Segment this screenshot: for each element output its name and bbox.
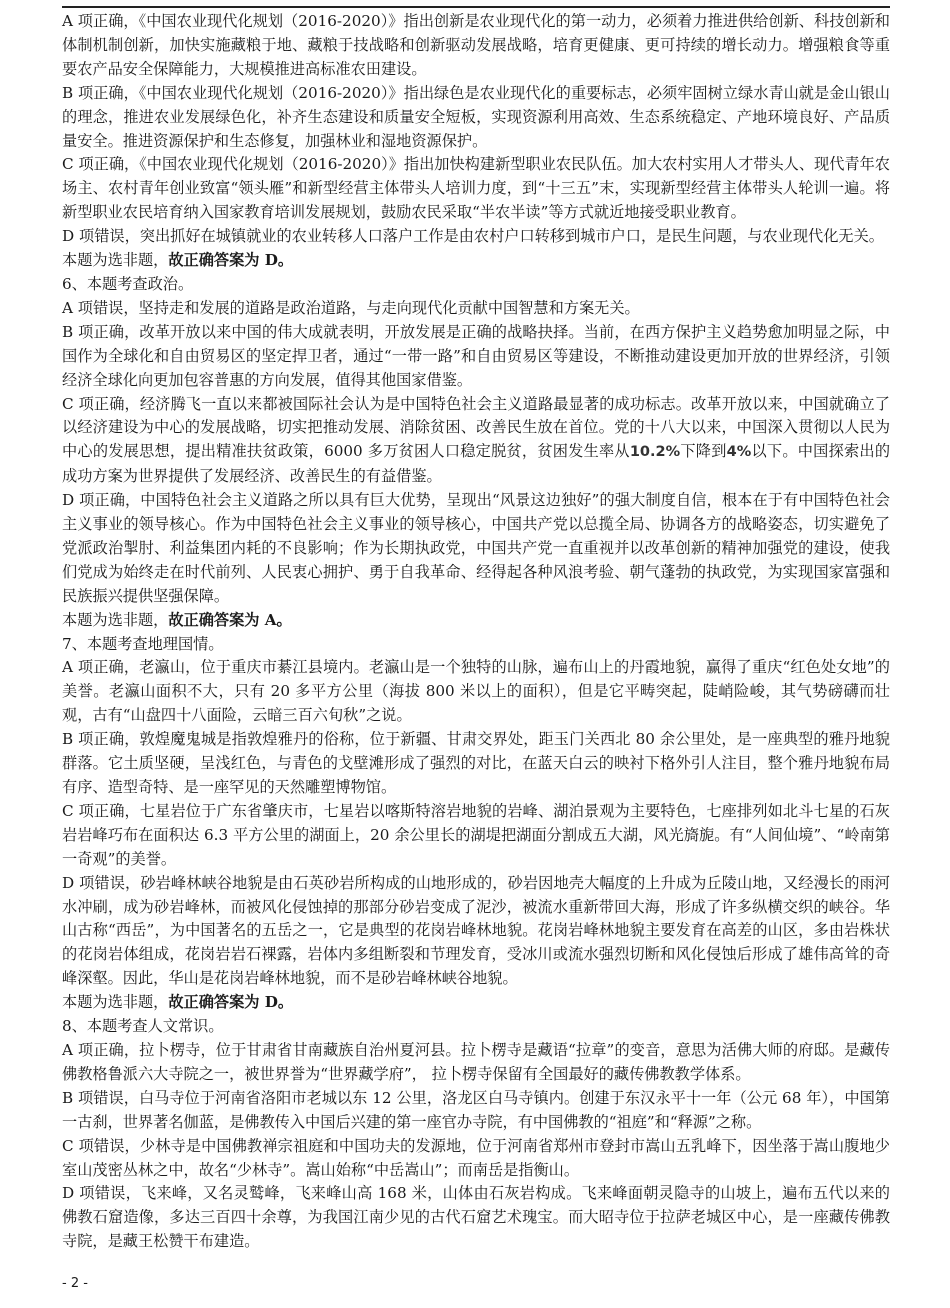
answer-bold: 故正确答案为 A。 — [168, 610, 292, 629]
q6-option-d: D 项正确，中国特色社会主义道路之所以具有巨大优势，呈现出“风景这边独好”的强大制度自信，根本在于有中国特色社会主义事业的领导核心。作为中国特色社会主义事业的领导核心，中国共产党以总揽全局、协调各方的战略姿态，切实避免了党派政治掣肘、利益集团内耗的不良影响；作为长期执政党，中国共产党一直重视并以改革创新的精神加强党的建设，使我们党成为始终走在时代前列、人民衷心拥护、勇于自我革命、经得起各种风浪考验、朝气蓬勃的执政党，为实现国家富强和民族振兴提供坚强保障。 — [62, 491, 890, 605]
q5-answer — [62, 249, 890, 273]
q6-title: 6、本题考查政治。 — [62, 274, 194, 293]
math-image-10-2-percent: 10.2% — [629, 444, 681, 461]
page-number: - 2 - — [62, 1276, 88, 1291]
answer-prefix: 本题为选非题， — [62, 993, 169, 1012]
q8-option-c: C 项错误，少林寺是中国佛教禅宗祖庭和中国功夫的发源地，位于河南省郑州市登封市嵩山五乳峰下，因坐落于嵩山腹地少室山茂密丛林之中，故名“少林寺”。嵩山始称“中岳嵩山”；而南岳是指衡山。 — [62, 1136, 890, 1179]
q7-option-d: D 项错误，砂岩峰林峡谷地貌是由石英砂岩所构成的山地形成的，砂岩因地壳大幅度的上升成为丘陵山地，又经漫长的雨河水冲刷，成为砂岩峰林，而被风化侵蚀掉的那部分砂岩变成了泥沙，被流水重新带回大海，形成了许多纵横交织的峡谷。华山古称“西岳”，为中国著名的五岳之一，它是典型的花岗岩峰林地貌。花岗岩峰林地貌主要发育在高差的山区，多由岩株状的花岗岩体组成，花岗岩岩石裸露，岩体内多组断裂和节理发育，受冰川或流水强烈切断和风化侵蚀后形成了雄伟高耸的奇峰深壑。因此，华山是花岗岩峰林地貌，而不是砂岩峰林峡谷地貌。 — [62, 873, 890, 988]
q7-answer — [62, 991, 890, 1015]
q6-option-a: A 项错误，坚持走和发展的道路是政治道路，与走向现代化贡献中国智慧和方案无关。 — [62, 298, 640, 317]
q5-option-c: C 项正确，《中国农业现代化规划（2016-2020）》指出加快构建新型职业农民队伍。加大农村实用人才带头人、现代青年农场主、农村青年创业致富“领头雁”和新型经营主体带头人培训力度，到“十三五”末，实现新型经营主体带头人轮训一遍。将新型职业农民培育纳入国家教育培训发展规划，鼓励农民采取“半农半读”等方式就近地接受职业教育。 — [62, 155, 890, 222]
q5-option-d: D 项错误，突出抓好在城镇就业的农业转移人口落户工作是由农村户口转移到城市户口，是民生问题，与农业现代化无关。 — [62, 227, 884, 246]
q7-option-b: B 项正确，敦煌魔鬼城是指敦煌雅丹的俗称，位于新疆、甘肃交界处，距玉门关西北 80 余公里处，是一座典型的雅丹地貌群落。它土质坚硬，呈浅红色，与青色的戈壁滩形成了强烈的对比，在蓝天白云的映衬下格外引人注目，整个雅丹地貌布局有序、造型奇特、是一座罕见的天然雕塑博物馆。 — [62, 730, 890, 796]
q7-title: 7、本题考查地理国情。 — [62, 634, 224, 653]
q5-option-a: A 项正确，《中国农业现代化规划（2016-2020）》指出创新是农业现代化的第一动力，必须着力推进供给创新、科技创新和体制机制创新，加快实施藏粮于地、藏粮于技战略和创新驱动发展战略，培育更健康、更可持续的增长动力。增强粮食等重要农产品安全保障能力，大规模推进高标准农田建设。 — [62, 12, 890, 78]
q6-c-text-1: C 项正确，经济腾飞一直以来都被国际社会认为是中国特色社会主义道路最显著的成功标志。改革开放以来，中国就确立了以经济建设为中心的发展战略，切实把推动发展、消除贫困、改善民生放在首位。党的十八大以来，中国深入贯彻以人民为中心的发展思想，提出精准扶贫政策，6000 多万贫困人口稳定脱贫，贫困发生率从 — [62, 394, 890, 461]
q5-option-b: B 项正确，《中国农业现代化规划（2016-2020）》指出绿色是农业现代化的重要标志，必须牢固树立绿水青山就是金山银山的理念，推进农业发展绿色化，补齐生态建设和质量安全短板，实现资源利用高效、生态系统稳定、产地环境良好、产品质量安全。推进资源保护和生态修复，加强林业和湿地资源保护。 — [62, 83, 890, 150]
answer-bold: 故正确答案为 D。 — [168, 993, 294, 1012]
math-image-4-percent: 4% — [726, 444, 752, 461]
top-rule — [62, 6, 890, 8]
q6-answer — [62, 609, 890, 633]
q6-option-c — [62, 393, 890, 490]
q6-option-b: B 项正确，改革开放以来中国的伟大成就表明，开放发展是正确的战略抉择。当前，在西方保护主义趋势愈加明显之际，中国作为全球化和自由贸易区的坚定捍卫者，通过“一带一路”和自由贸易区等建设，不断推动建设更加开放的世界经济，引领经济全球化向更加包容普惠的方向发展，值得其他国家借鉴。 — [62, 322, 890, 389]
answer-prefix: 本题为选非题， — [62, 251, 169, 270]
q6-c-text-2: 下降到 — [680, 442, 727, 461]
q6-c-text-3: 以下。中国探索出的成功方案为世界提供了发展经济、改善民生的有益借鉴。 — [62, 442, 891, 486]
answer-bold: 故正确答案为 D。 — [168, 251, 294, 270]
q8-option-d: D 项错误，飞来峰，又名灵鹫峰，飞来峰山高 168 米，山体由石灰岩构成。飞来峰面朝灵隐寺的山坡上，遍布五代以来的佛教石窟造像，多达三百四十余尊，为我国江南少见的古代石窟艺术瑰宝。而大昭寺位于拉萨老城区中心，是一座藏传佛教寺院，是藏王松赞干布建造。 — [62, 1184, 890, 1251]
q8-title: 8、本题考查人文常识。 — [62, 1017, 224, 1036]
q7-option-c: C 项正确，七星岩位于广东省肇庆市，七星岩以喀斯特溶岩地貌的岩峰、湖泊景观为主要特色，七座排列如北斗七星的石灰岩岩峰巧布在面积达 6.3 平方公里的湖面上，20 余公里长的湖堤把湖面分割成五大湖，风光旖旎。有“人间仙境”、“岭南第一奇观”的美誉。 — [62, 801, 890, 868]
q7-option-a: A 项正确，老瀛山，位于重庆市綦江县境内。老瀛山是一个独特的山脉，遍布山上的丹霞地貌，赢得了重庆“红色处女地”的美誉。老瀛山面积不大，只有 20 多平方公里（海拔 800 米以上的面积），但是它平畴突起，陡峭险峻，其气势磅礴而壮观，古有“山盘四十八面险，云暗三百六旬秋”之说。 — [62, 658, 890, 725]
page-body — [62, 10, 890, 1254]
answer-prefix: 本题为选非题， — [62, 610, 169, 629]
q8-option-a: A 项正确，拉卜楞寺，位于甘肃省甘南藏族自治州夏河县。拉卜楞寺是藏语“拉章”的变音，意思为活佛大师的府邸。是藏传佛教格鲁派六大寺院之一，被世界誉为“世界藏学府”， 拉卜楞寺保留有全国最好的藏传佛教教学体系。 — [62, 1040, 890, 1083]
q8-option-b: B 项错误，白马寺位于河南省洛阳市老城以东 12 公里，洛龙区白马寺镇内。创建于东汉永平十一年（公元 68 年），中国第一古刹，世界著名伽蓝，是佛教传入中国后兴建的第一座官办寺院，有中国佛教的“祖庭”和“释源”之称。 — [62, 1088, 890, 1131]
